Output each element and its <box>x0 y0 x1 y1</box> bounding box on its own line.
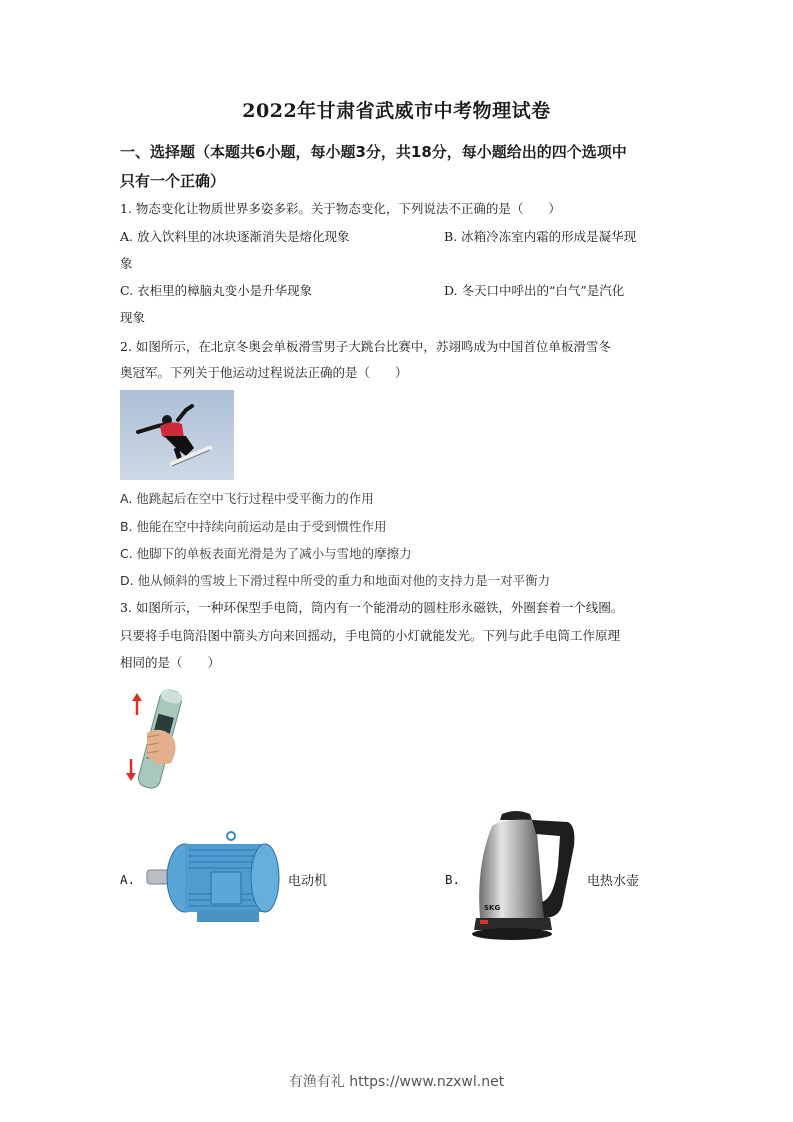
q3-stem-line3: 相同的是（ ） <box>120 655 221 670</box>
q2-stem-line2: 奥冠军。下列关于他运动过程说法正确的是（ ） <box>120 365 408 380</box>
q2-option-a: A. 他跳起后在空中飞行过程中受平衡力的作用 <box>120 491 374 506</box>
electric-motor-photo <box>145 828 285 928</box>
q1-option-a: A. 放入饮料里的冰块逐渐消失是熔化现象 <box>120 229 350 244</box>
q3-option-a-label: A. <box>120 872 136 887</box>
q1-option-b: B. 冰箱冷冻室内霜的形成是凝华现 <box>444 229 637 244</box>
q1-option-c: C. 衣柜里的樟脑丸变小是升华现象 <box>120 283 313 298</box>
q2-option-b: B. 他能在空中持续向前运动是由于受到惯性作用 <box>120 519 387 534</box>
section-heading-line1: 一、选择题（本题共6小题，每小题3分，共18分，每小题给出的四个选项中 <box>120 143 627 161</box>
snowboarder-photo <box>120 390 234 480</box>
q2-stem-line1: 2. 如图所示，在北京冬奥会单板滑雪男子大跳台比赛中，苏翊鸣成为中国首位单板滑雪冬 <box>120 339 611 354</box>
electric-kettle-photo <box>472 806 580 946</box>
shake-flashlight-photo <box>125 685 195 793</box>
q3-stem-line1: 3. 如图所示，一种环保型手电筒，筒内有一个能滑动的圆柱形永磁铁，外圈套着一个线圈。 <box>120 600 624 615</box>
svg-text:SKG: SKG <box>484 904 501 912</box>
q3-option-a-name: 电动机 <box>288 874 328 889</box>
q2-option-d: D. 他从倾斜的雪坡上下滑过程中所受的重力和地面对他的支持力是一对平衡力 <box>120 573 551 588</box>
q1-option-b-wrap: 象 <box>120 256 133 271</box>
q3-option-b-name: 电热水壶 <box>587 874 640 889</box>
q3-option-b-label: B. <box>445 872 461 887</box>
q3-stem-line2: 只要将手电筒沿图中箭头方向来回摇动，手电筒的小灯就能发光。下列与此手电筒工作原理 <box>120 628 621 643</box>
q1-option-d-wrap: 现象 <box>120 310 146 325</box>
q1-option-d: D. 冬天口中呼出的“白气”是汽化 <box>444 283 625 298</box>
footer-watermark: 有渔有礼 https://www.nzxwl.net <box>288 1074 505 1090</box>
section-heading <box>120 138 680 196</box>
page-title: 2022年甘肃省武威市中考物理试卷 <box>242 100 551 122</box>
section-heading-line2: 只有一个正确） <box>120 172 226 190</box>
q1-stem: 1. 物态变化让物质世界多姿多彩。关于物态变化，下列说法不正确的是（ ） <box>120 201 561 216</box>
q2-option-c: C. 他脚下的单板表面光滑是为了减小与雪地的摩擦力 <box>120 546 412 561</box>
